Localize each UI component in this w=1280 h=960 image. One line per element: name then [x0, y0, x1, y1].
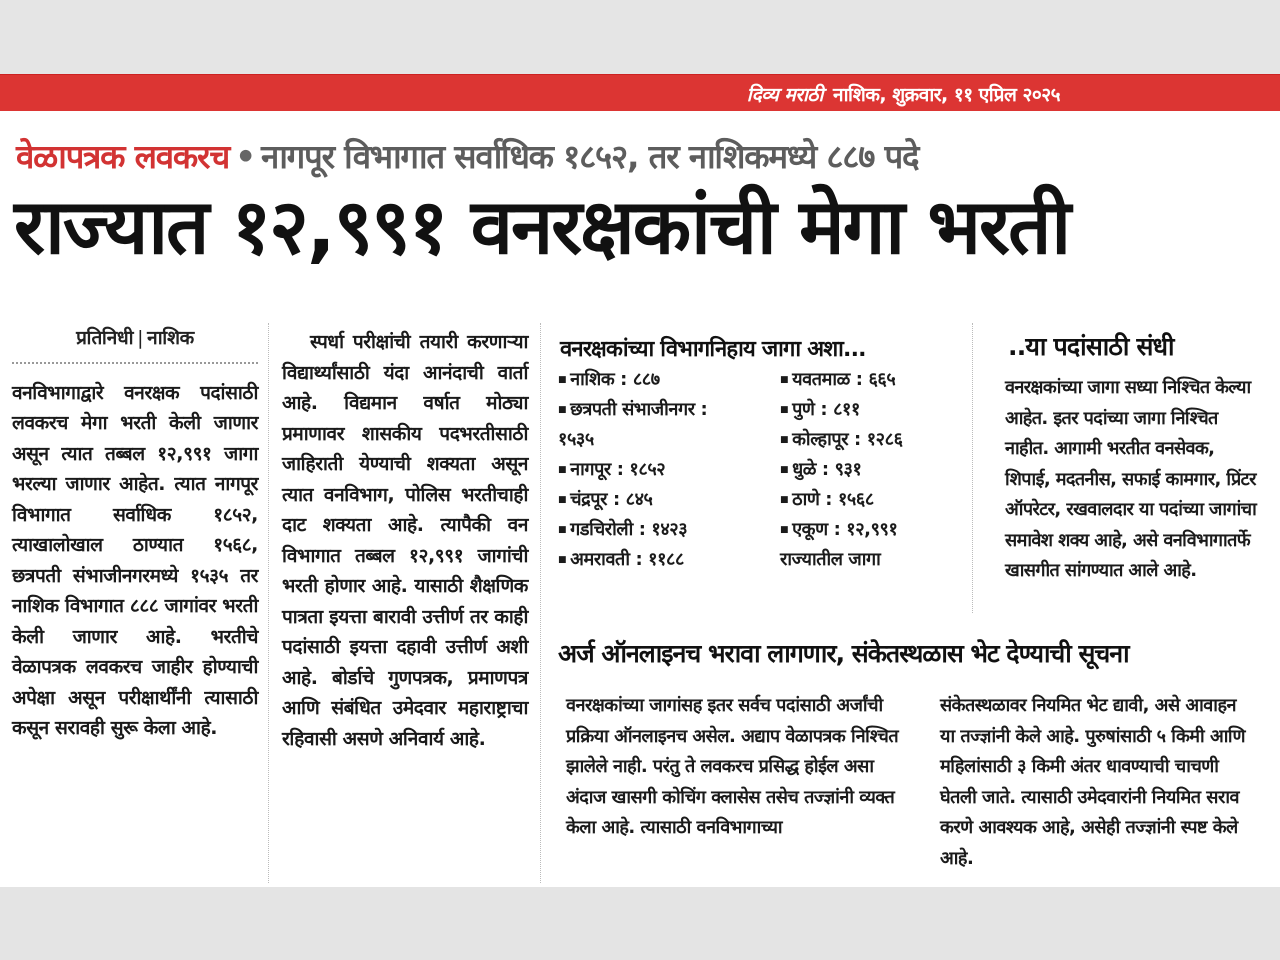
kicker [16, 133, 918, 178]
opportunity-box-text: वनरक्षकांच्या जागा सध्या निश्चित केल्या आहेत. इतर पदांच्या जागा निश्चित नाहीत. आगामी भरतीत वनसेवक, शिपाई, मदतनीस, सफाई कामगार, प्रिंटर ऑपरेटर, रखवालदार या पदांच्या जागांचा समावेश शक्य आहे, असे वनविभागातर्फे खासगीत सांगण्यात आले आहे. [1005, 377, 1257, 581]
division-box-title: वनरक्षकांच्या विभागनिहाय जागा अशा... [560, 337, 866, 362]
newspaper-page [0, 111, 1280, 887]
list-item-continuation: १५३५ [558, 429, 594, 450]
kicker-text: नागपूर विभागात सर्वाधिक १८५२, तर नाशिकमध्ये ८८७ पदे [261, 137, 919, 176]
byline-separator: | [137, 327, 144, 349]
bottom-margin [0, 887, 1280, 960]
list-item: ■ अमरावती : ११८८ [558, 545, 778, 575]
online-section-title: अर्ज ऑनलाइनच भरावा लागणार, संकेतस्थळास भेट देण्याची सूचना [558, 639, 1129, 668]
article-column-2 [282, 323, 528, 754]
masthead [747, 81, 1060, 107]
list-item: ■ ठाणे : १५६८ [780, 485, 960, 515]
online-section-left-text: वनरक्षकांच्या जागांसह इतर सर्वच पदांसाठी अर्जांची प्रक्रिया ऑनलाइनच असेल. अद्याप वेळापत्रक निश्चित झालेले नाही. परंतु ते लवकरच प्रसिद्ध होईल असा अंदाज खासगी कोचिंग क्लासेस तसेच तज्ज्ञांनी व्यक्त केला आहे. त्यासाठी वनविभागाच्या [566, 695, 899, 838]
masthead-band [0, 74, 1280, 112]
list-item: ■ एकूण : १२,९९१ [780, 515, 960, 545]
column-1-text: वनविभागाद्वारे वनरक्षक पदांसाठी लवकरच मेगा भरती केली जाणार असून त्यात तब्बल १२,९९१ जागा भरल्या जाणार आहेत. त्यात नागपूर विभागात सर्वाधिक १८५२, त्याखालोखाल ठाण्यात १५६८, छत्रपती संभाजीनगरमध्ये १५३५ तर नाशिक विभागात ८८८ जागांवर भरती केली जाणार आहे. भरतीचे वेळापत्रक लवकरच जाहीर होण्याची अपेक्षा असून परीक्षार्थींनी त्यासाठी कसून सरावही सुरू केला आहे. [12, 381, 258, 739]
list-item: ■ गडचिरोली : १४२३ [558, 515, 778, 545]
list-item: ■ कोल्हापूर : १२८६ [780, 425, 960, 455]
column-divider [972, 323, 973, 613]
column-divider [540, 323, 541, 883]
opportunity-box-title: ..या पदांसाठी संधी [1008, 332, 1174, 361]
column-divider [268, 323, 269, 883]
division-list-left [558, 365, 778, 575]
list-item: ■ छत्रपती संभाजीनगर : [558, 395, 778, 425]
list-item: ■ यवतमाळ : ६६५ [780, 365, 960, 395]
kicker-highlight: वेळापत्रक लवकरच [16, 137, 230, 176]
list-item: ■ धुळे : ९३१ [780, 455, 960, 485]
byline [12, 323, 258, 364]
online-section-right-text: संकेतस्थळावर नियमित भेट द्यावी, असे आवाहन या तज्ज्ञांनी केले आहे. पुरुषांसाठी ५ किमी आणि महिलांसाठी ३ किमी अंतर धावण्याची चाचणी घेतली जाते. त्यासाठी उमेदवारांनी नियमित सराव करणे आवश्यक आहे, असेही तज्ज्ञांनी स्पष्ट केले आहे. [940, 695, 1246, 869]
list-item: ■ नागपूर : १८५२ [558, 455, 778, 485]
column-2-text: स्पर्धा परीक्षांची तयारी करणाऱ्या विद्यार्थ्यांसाठी यंदा आनंदाची वार्ता आहे. विद्यमान वर्षात मोठ्या प्रमाणावर शासकीय पदभरतीसाठी जाहिराती येण्याची शक्यता असून त्यात वनविभाग, पोलिस भरतीचाही दाट शक्यता आहे. त्यापैकी वन विभागात तब्बल १२,९९१ जागांची भरती होणार आहे. यासाठी शैक्षणिक पात्रता इयत्ता बारावी उत्तीर्ण तर काही पदांसाठी इयत्ता दहावी उत्तीर्ण अशी आहे. बोर्डाचे गुणपत्रक, प्रमाणपत्र आणि संबंधित उमेदवार महाराष्ट्राचा रहिवासी असणे अनिवार्य आहे. [282, 331, 528, 750]
headline: राज्यात १२,९९१ वनरक्षकांची मेगा भरती [14, 182, 1070, 271]
list-item: ■ चंद्रपूर : ८४५ [558, 485, 778, 515]
list-item: ■ नाशिक : ८८७ [558, 365, 778, 395]
division-list-right [780, 365, 960, 575]
dateline: नाशिक, शुक्रवार, ११ एप्रिल २०२५ [833, 84, 1060, 106]
article-column-1 [12, 323, 258, 744]
byline-author: प्रतिनिधी [76, 327, 134, 349]
list-item: ■ पुणे : ८११ [780, 395, 960, 425]
bullet-separator: • [235, 137, 255, 176]
newspaper-logo: दिव्य मराठी [746, 84, 823, 106]
list-item-continuation: राज्यातील जागा [780, 549, 881, 570]
byline-location: नाशिक [147, 327, 194, 349]
top-margin [0, 0, 1280, 74]
